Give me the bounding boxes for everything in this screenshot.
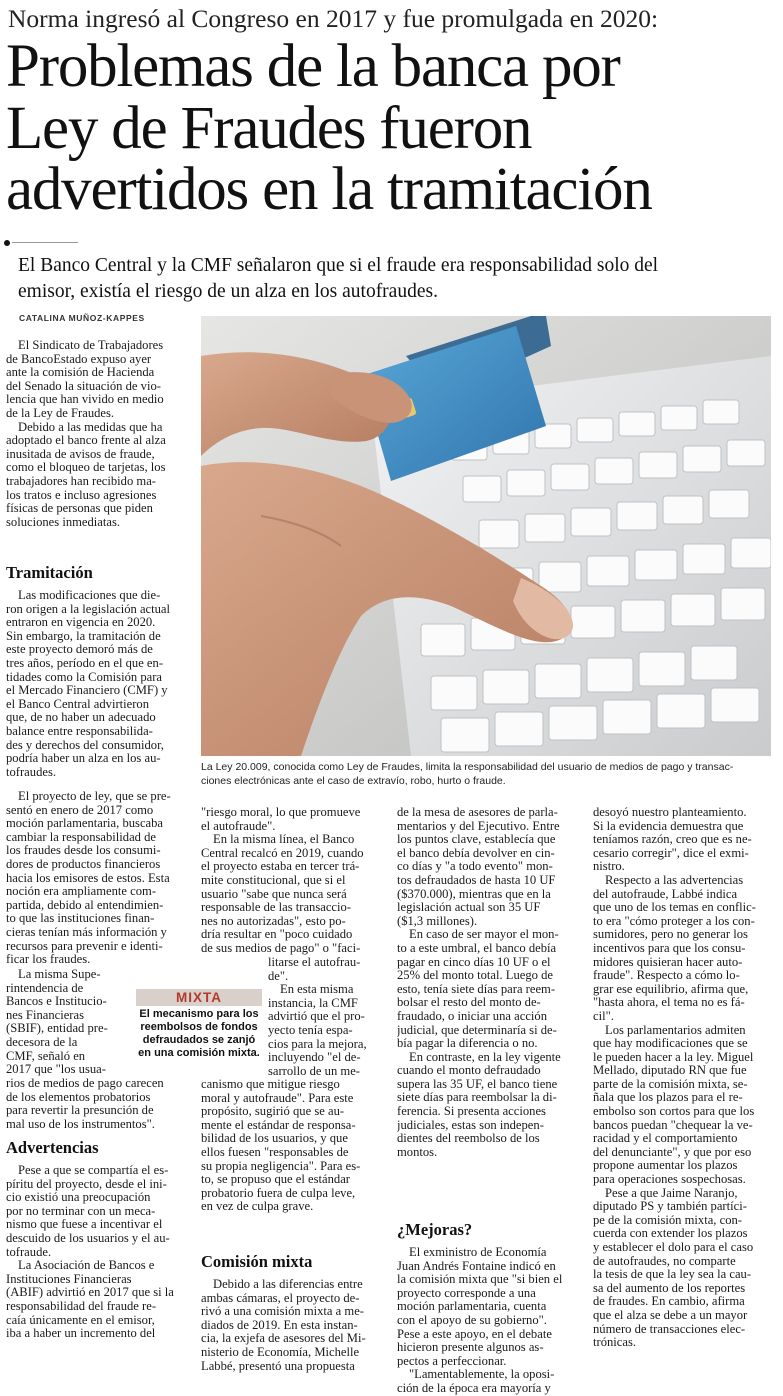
headline-line: Ley de Fraudes fueron [6, 94, 532, 162]
sidebar-line: reembolsos de fondos [140, 1021, 258, 1033]
headline-line: advertidos en la tramitación [6, 156, 652, 223]
text-line: desoyó nuestro planteamiento. [593, 806, 747, 819]
text-line: cuerda con extender los plazos [593, 1227, 748, 1241]
bullet-dot [4, 240, 10, 246]
text-line: instancia, la CMF [268, 996, 358, 1010]
text-line: de la mesa de asesores de parla- [397, 806, 558, 819]
text-line: bía pagar la diferencia o no. [397, 1037, 538, 1051]
divider [12, 242, 78, 243]
text-line: sa del aumento de los reportes [593, 1281, 746, 1295]
text-line: midores quisieran hacer auto- [593, 955, 743, 969]
text-line: El proyecto de ley, que se pre- [18, 790, 171, 803]
text-line: cios para la mejora, [268, 1037, 367, 1051]
subhead-advertencias: Advertencias [6, 1138, 99, 1157]
text-line: ción de la época era mayoría y [397, 1381, 551, 1395]
text-line: embolso son cortos para que los [593, 1105, 755, 1119]
column-1-tramitacion [6, 555, 192, 779]
text-line: esto, tenía siete días para reem- [397, 982, 556, 996]
text-line: bolsar el resto del monto de- [397, 996, 541, 1010]
text-line: mentarios y del Ejecutivo. Entre [397, 819, 560, 833]
text-line: los fraudes desde los consumi- [6, 844, 161, 858]
text-line: del autofraude, Labbé indica [593, 887, 738, 901]
text-line: fraude". Respecto a cómo lo- [593, 969, 740, 983]
subhead-comision: Comisión mixta [201, 1252, 313, 1271]
text-line: responsabilidad del fraude re- [6, 1299, 157, 1313]
text-line: trabajadores han recibido ma- [6, 474, 157, 488]
text-line: dría resultar en "poco cuidado [201, 928, 353, 942]
text-line: La Asociación de Bancos e [18, 1259, 155, 1273]
text-line: la comisión mixta que "si bien el [397, 1273, 563, 1287]
text-line: pagar en cinco días 10 UF o el [397, 955, 551, 969]
text-line: proyecto corresponde a una [397, 1286, 536, 1300]
sidebar-line: defraudados se zanjó [142, 1034, 256, 1046]
text-line: hacia los emisores de estos. Esta [6, 871, 170, 885]
text-line: los tratos e incluso agresiones [6, 488, 157, 502]
text-line: de los elementos probatorios [6, 1090, 151, 1104]
column-2-comision [201, 1244, 385, 1373]
text-line: del denunciante", y que por eso [593, 1145, 752, 1159]
text-line: su propia negligencia". Para es- [201, 1159, 361, 1173]
text-line: En contraste, en la ley vigente [409, 1050, 561, 1064]
text-line: El exministro de Economía [409, 1246, 547, 1259]
column-1-body [6, 790, 192, 967]
text-line: bancos puedan "chequear la ve- [593, 1118, 753, 1132]
text-line: mite constitucional, que si el [201, 873, 346, 887]
text-line: sentó en enero de 2017 como [6, 803, 154, 817]
text-line: que hay modificaciones que se [593, 1037, 748, 1051]
text-line: Pese a que Jaime Naranjo, [605, 1186, 738, 1200]
text-line: nisterio de Economía, Michelle [201, 1345, 360, 1359]
text-line: nistro. [593, 860, 625, 874]
text-line: rintendencia de [6, 981, 84, 995]
deck-line: emisor, existía el riesgo de un alza en los autofraudes. [18, 281, 438, 302]
text-line: moción parlamentaria, buscaba [6, 817, 164, 831]
text-line: racidad y el comportamiento [593, 1132, 738, 1146]
text-line: advirtió que el pro- [268, 1010, 365, 1024]
text-line: litarse el autofrau- [268, 956, 361, 969]
text-line: ron origen a la legislación actual [6, 602, 171, 616]
text-line: canismo que mitigue riesgo [201, 1078, 340, 1091]
text-line: cia, la exjefa de asesores del Mi- [201, 1332, 366, 1346]
text-line: teníamos razón, creo que es ne- [593, 833, 752, 847]
text-line: lencia que han vivido en medio [6, 393, 164, 407]
text-line: dientes del reembolso de los [397, 1132, 540, 1146]
text-line: fraudado, o iniciar una acción [397, 1009, 548, 1023]
text-line: partida, debido al entendimien- [6, 898, 164, 912]
text-line: ñala que los plazos para el re- [593, 1091, 743, 1105]
text-line: iba a haber un incremento del [6, 1327, 156, 1341]
text-line: Los parlamentarios admiten [605, 1023, 746, 1037]
text-line: entraron en vigencia en 2020. [6, 616, 156, 630]
text-line: hicieron presente algunos as- [397, 1341, 544, 1355]
text-line: rivó a una comisión mixta a me- [201, 1305, 364, 1319]
text-line: cambiar la responsabilidad de [6, 830, 157, 844]
text-line: Respecto a las advertencias [605, 873, 744, 887]
text-line: podría haber un alza en los au- [6, 752, 161, 766]
text-line: parte de la comisión mixta, se- [593, 1077, 748, 1091]
sidebar-body [136, 1008, 262, 1060]
text-line: responsable de las transaccio- [201, 901, 352, 915]
text-line: de sus medios de pago" o "faci- [201, 941, 361, 955]
sidebar-title: MIXTA [136, 989, 262, 1006]
headline [6, 33, 778, 223]
headline-line: Problemas de la banca por [6, 33, 620, 100]
text-line: de". [268, 969, 289, 983]
text-line: 25% del monto total. Luego de [397, 969, 553, 983]
text-line: moral y autofraude". Para este [201, 1091, 354, 1105]
text-line: el banco debía devolver en cin- [397, 846, 555, 860]
byline: CATALINA MUÑOZ-KAPPES [19, 313, 145, 323]
text-line: moción parlamentaria, cuenta [397, 1300, 547, 1314]
text-line: recursos para prevenir e identi- [6, 939, 163, 953]
text-line: ($1,3 millones). [397, 914, 478, 928]
text-line: que uno de los temas en conflic- [593, 901, 756, 915]
text-line: Juan Andrés Fontaine indicó en [397, 1259, 556, 1273]
text-line: pe de la comisión mixta, con- [593, 1213, 742, 1227]
text-line: En esta misma [280, 983, 354, 997]
text-line: Pese a que se compartía el es- [18, 1164, 169, 1177]
text-line: probatorio fuera de culpa leve, [201, 1186, 356, 1200]
column-2-after [201, 1078, 385, 1214]
column-1-advertencias [6, 1130, 192, 1341]
text-line: el autofraude". [201, 819, 276, 833]
text-line: en vez de culpa grave. [201, 1200, 314, 1214]
text-line: número de transacciones elec- [593, 1322, 746, 1336]
text-line: tofraudes. [6, 765, 57, 779]
sidebar-line: El mecanismo para los [139, 1008, 259, 1020]
text-line: co días y "a todo evento" mon- [397, 860, 553, 874]
text-line: 2017 que "los usua- [6, 1063, 106, 1077]
column-4 [593, 806, 775, 1350]
text-line: descuido de los usuarios y el au- [6, 1231, 170, 1245]
text-line: caía únicamente en el emisor, [6, 1313, 155, 1327]
column-1-after [6, 1077, 192, 1131]
text-line: En caso de ser mayor el mon- [409, 928, 559, 942]
column-3-intro [397, 806, 581, 1159]
text-line: "hasta ahora, el tema no es fá- [593, 996, 745, 1010]
text-line: sumidores, pero no generar los [593, 928, 748, 942]
text-line: Instituciones Financieras [6, 1272, 132, 1286]
text-line: "Lamentablemente, la oposi- [409, 1368, 555, 1382]
photo-caption [201, 760, 777, 788]
text-line: por no terminar con un meca- [6, 1204, 156, 1218]
text-line: to a este umbral, el banco debía [397, 941, 557, 955]
text-line: legislación actual son 35 UF [397, 901, 541, 915]
text-line: inusitada de avisos de fraude, [6, 447, 155, 461]
text-line: rios de medios de pago carecen [6, 1077, 164, 1090]
text-line: que el alza se debe a un mayor [593, 1308, 748, 1322]
text-line: la tesis de que la ley sea la cau- [593, 1268, 752, 1282]
text-line: le pueden hacer a la ley. Miguel [593, 1050, 754, 1064]
text-line: dores de productos financieros [6, 857, 161, 871]
text-line: con el apoyo de su gobierno". [397, 1313, 547, 1327]
text-line: Pese a este apoyo, en el debate [397, 1327, 552, 1341]
text-line: los puntos clave, establecía que [397, 833, 556, 847]
text-line: supera las 35 UF, el banco tiene [397, 1077, 558, 1091]
text-line: judicial, que determinaría si de- [397, 1023, 557, 1037]
photo-hand-card-keyboard [201, 316, 771, 756]
text-line: ($370.000), mientras que en la [397, 887, 551, 901]
text-line: este proyecto demoró más de [6, 643, 153, 657]
text-line: bilidad de los usuarios, y que [201, 1132, 348, 1146]
sidebar-box [136, 987, 262, 1067]
text-line: Las modificaciones que die- [18, 589, 161, 602]
text-line: mal uso de los instrumentos". [6, 1117, 155, 1131]
text-line: to, se propuso que el estándar [201, 1173, 350, 1187]
text-line: de la Ley de Fraudes. [6, 406, 115, 420]
text-line: que, de no haber un adecuado [6, 711, 156, 725]
text-line: el Banco Central advirtieron [6, 697, 150, 711]
text-line: soluciones inmediatas. [6, 515, 121, 529]
text-line: des y derechos del consumidor, [6, 738, 164, 752]
text-line: nismo que fuese a incentivar el [6, 1218, 163, 1232]
text-line: tidades como la Comisión para [6, 670, 162, 684]
deck-line: El Banco Central y la CMF señalaron que si el fraude era responsabilidad solo del [18, 255, 659, 276]
text-line: yecto tenía espa- [268, 1023, 353, 1037]
text-line: ellos fuesen "responsables de [201, 1145, 349, 1159]
text-line: balance entre responsabilida- [6, 724, 153, 738]
column-3-mejoras [397, 1212, 581, 1396]
text-line: como el bloqueo de tarjetas, los [6, 461, 166, 475]
text-line: ficar los fraudes. [6, 953, 91, 967]
text-line: noción era ampliamente com- [6, 885, 157, 899]
text-line: Debido a las diferencias entre [213, 1278, 363, 1291]
text-line: cieras tenían más información y [6, 925, 167, 939]
text-line: pectos a perfeccionar. [397, 1354, 507, 1368]
text-line: usuario "sabe que nunca será [201, 887, 347, 901]
text-line: de BancoEstado expuso ayer [6, 352, 152, 366]
text-line: Central recalcó en 2019, cuando [201, 846, 364, 860]
text-line: para operaciones sospechosas. [593, 1173, 746, 1187]
text-line: ambas cámaras, el proyecto de- [201, 1291, 360, 1305]
text-line: diados de 2019. En esta instan- [201, 1318, 358, 1332]
caption-line: La Ley 20.009, conocida como Ley de Fraudes, limita la responsabilidad del usuario de medios de pago y transac- [201, 761, 734, 773]
text-line: tos defraudados de hasta 10 UF [397, 873, 556, 887]
text-line: judiciales, estas son indepen- [397, 1118, 544, 1132]
text-line: del Senado la situación de vio- [6, 379, 161, 393]
text-line: cesario corregir", dice el exmi- [593, 846, 749, 860]
text-line: nes no autorizadas", esto po- [201, 914, 346, 928]
caption-line: ciones electrónicas ante el caso de extravío, robo, hurto o fraude. [201, 775, 506, 787]
text-line: "riesgo moral, lo que promueve [201, 806, 361, 819]
text-line: tofraude. [6, 1245, 52, 1259]
text-line: Bancos e Institucio- [6, 995, 107, 1009]
text-line: ante la comisión de Hacienda [6, 366, 155, 380]
sidebar-line: en una comisión mixta. [138, 1047, 260, 1059]
text-line: to que las instituciones finan- [6, 912, 155, 926]
text-line: CMF, señaló en [6, 1049, 86, 1063]
text-line: diputado PS y también partíci- [593, 1200, 747, 1214]
text-line: el Mercado Financiero (CMF) y [6, 684, 168, 698]
text-line: cil". [593, 1009, 614, 1023]
text-line: Mellado, diputado RN que fue [593, 1064, 747, 1078]
text-line: Debido a las medidas que ha [18, 420, 163, 434]
text-line: montos. [397, 1145, 438, 1159]
text-line: La misma Supe- [18, 968, 101, 981]
text-line: Sin embargo, la tramitación de [6, 629, 161, 643]
text-line: (ABIF) advirtió en 2017 que si la [6, 1286, 174, 1300]
text-line: grar ese equilibrio, afirma que, [593, 982, 749, 996]
text-line: incluyendo "el de- [268, 1051, 361, 1065]
text-line: propone aumentar los plazos [593, 1159, 738, 1173]
text-line: decesora de la [6, 1035, 78, 1049]
text-line: ferencia. Si presenta acciones [397, 1105, 546, 1119]
subhead-mejoras: ¿Mejoras? [397, 1220, 473, 1239]
deck [18, 253, 778, 305]
text-line: píritu del proyecto, desde el ini- [6, 1177, 167, 1191]
text-line: mente el estándar de responsa- [201, 1118, 356, 1132]
text-line: adoptado el banco frente al alza [6, 434, 166, 448]
text-line: Labbé, presentó una propuesta [201, 1359, 355, 1373]
text-line: tres años, período en el que en- [6, 656, 164, 670]
text-line: de fraudes. En cambio, afirma [593, 1295, 745, 1309]
column-2-narrow [268, 956, 386, 1078]
column-1-narrow [6, 968, 130, 1077]
text-line: el proyecto estaba en tercer trá- [201, 860, 360, 874]
text-line: (SBIF), entidad pre- [6, 1022, 108, 1036]
text-line: incentivos para que los consu- [593, 941, 746, 955]
subhead-tramitacion: Tramitación [6, 563, 93, 582]
photo-illustration [201, 316, 771, 756]
text-line: sarrollo de un me- [268, 1064, 360, 1078]
text-line: para revertir la presunción de [6, 1104, 154, 1118]
text-line: y establecer el dolo para el caso [593, 1241, 754, 1254]
text-line: cio existió una preocupación [6, 1191, 151, 1205]
column-2-intro [201, 806, 385, 956]
text-line: físicas de personas que piden [6, 502, 153, 516]
text-line: trónicas. [593, 1336, 637, 1350]
text-line: cuando el monto defraudado [397, 1064, 541, 1078]
text-line: En la misma línea, el Banco [213, 833, 355, 847]
kicker: Norma ingresó al Congreso en 2017 y fue promulgada en 2020: [8, 4, 659, 33]
text-line: to era "cómo proteger a los con- [593, 914, 755, 928]
text-line: de autofraudes, no comparte [593, 1254, 736, 1268]
text-line: siete días para reembolsar la di- [397, 1091, 557, 1105]
text-line: Si la evidencia demuestra que [593, 819, 744, 833]
column-1-intro [6, 339, 192, 529]
text-line: El Sindicato de Trabajadores [18, 339, 164, 352]
text-line: nes Financieras [6, 1008, 84, 1022]
text-line: propósito, sugirió que se au- [201, 1105, 345, 1119]
